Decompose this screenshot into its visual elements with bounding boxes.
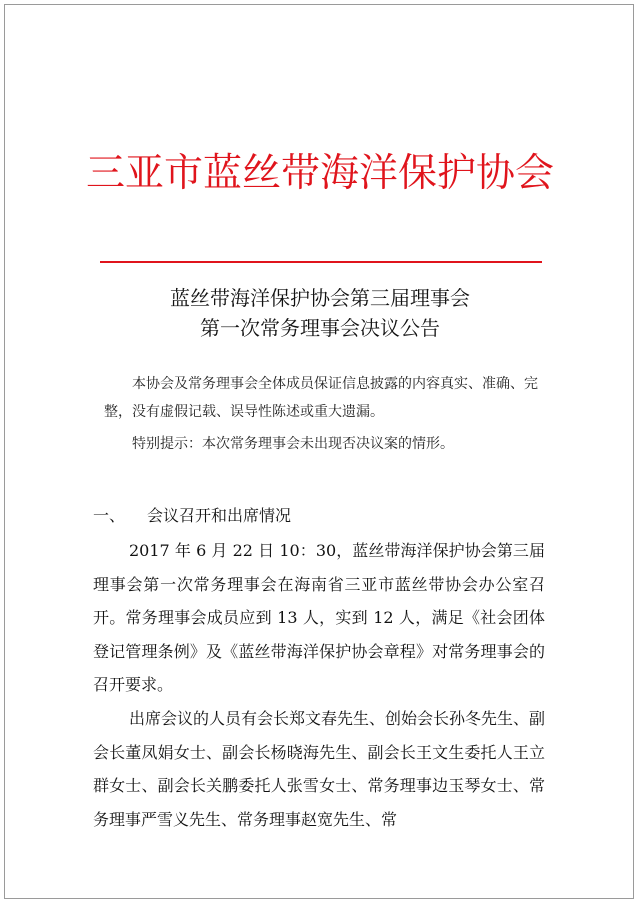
attendees-paragraph [93,702,545,836]
meeting-info-text: 2017 年 6 月 22 日 10：30，蓝丝带海洋保护协会第三届理事会第一次常务理事会在海南省三亚市蓝丝带协会办公室召开。常务理事会成员应到 13 人，实到 12 人，满足《社会团体登记管理条例》及《蓝丝带海洋保护协会章程》对常务理事会的召开要求。 [93,541,545,694]
disclosure-statement-text: 本协会及常务理事会全体成员保证信息披露的内容真实、准确、完整，没有虚假记载、误导性陈述或重大遗漏。 [104,376,538,420]
special-tip [104,430,544,458]
special-tip-text: 特别提示：本次常务理事会未出现否决议案的情形。 [132,436,454,452]
attendees-text: 出席会议的人员有会长郑文春先生、创始会长孙冬先生、副会长董凤娟女士、副会长杨晓海先生、副会长王文生委托人王立群女士、副会长关鹏委托人张雪女士、常务理事边玉琴女士、常务理事严雪义先生、常务理事赵宽先生、常 [93,709,546,829]
red-divider-line [100,261,542,263]
section-heading [93,502,291,530]
document-title-line-1: 蓝丝带海洋保护协会第三届理事会 [170,286,470,310]
organization-name-header: 三亚市蓝丝带海洋保护协会 [85,151,554,196]
disclosure-statement [104,370,544,426]
section-title: 会议召开和出席情况 [147,506,292,525]
meeting-info-paragraph [93,534,545,702]
section-number: 一、 [93,506,126,525]
document-title-line-2: 第一次常务理事会决议公告 [200,316,440,340]
